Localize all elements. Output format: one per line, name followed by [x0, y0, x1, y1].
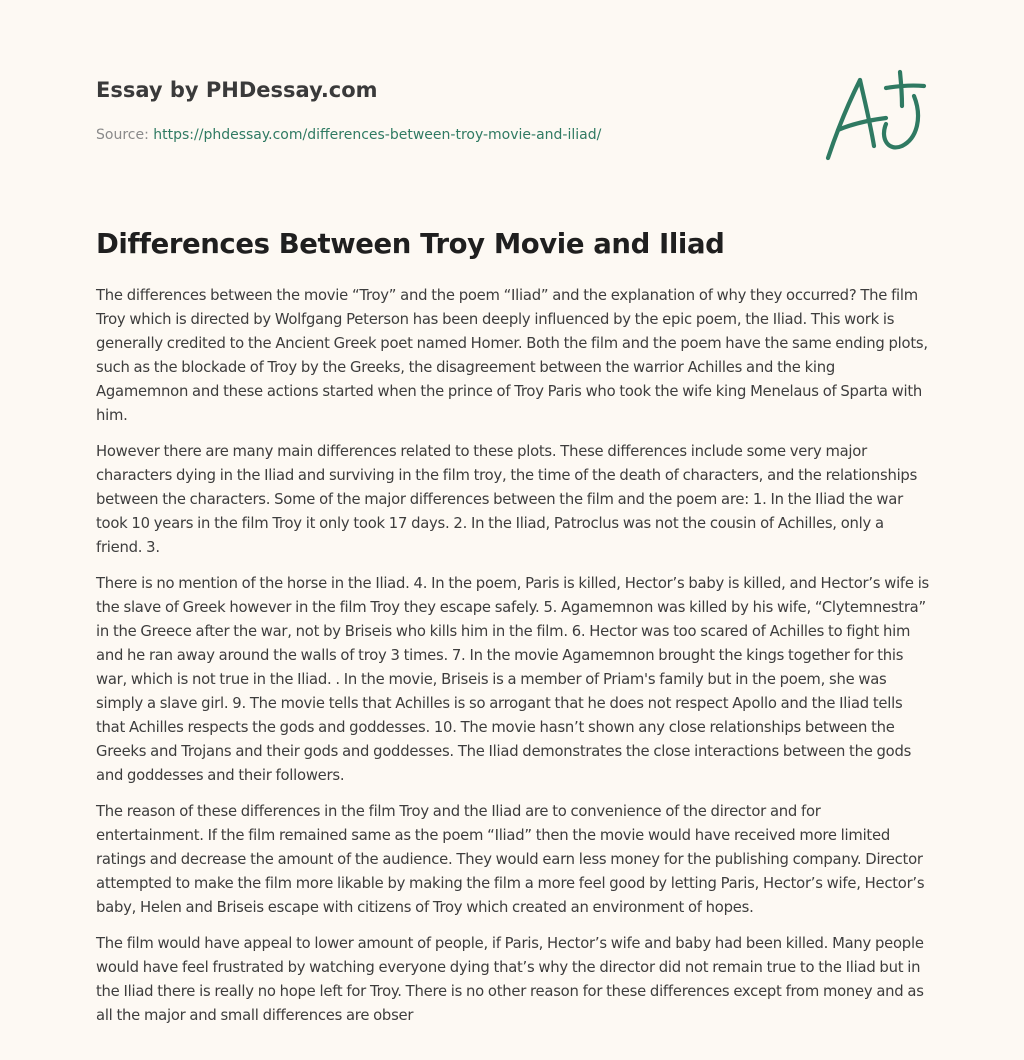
essay-paragraph: There is no mention of the horse in the Iliad. 4. In the poem, Paris is killed, Hector’s baby is killed, and Hector’s wife is the slave of Greek however in the film Troy they escape safely. 5. Agamemnon was killed by his wife, “Clytemnestra” in the Greece after the war, not by Briseis who kills him in the film. 6. Hector was too scared of Achilles to fight him and he ran away around the walls of troy 3 times. 7. In the movie Agamemnon brought the kings together for this war, which is not true in the Iliad. . In the movie, Briseis is a member of Priam's family but in the poem, she was simply a slave girl. 9. The movie tells that Achilles is so arrogant that he does not respect Apollo and the Iliad tells that Achilles respects the gods and goddesses. 10. The movie hasn’t shown any close relationships between the Greeks and Trojans and their gods and goddesses. The Iliad demonstrates the close interactions between the gods and goddesses and their followers. [96, 575, 930, 784]
essay-content [96, 224, 930, 1040]
source-line [96, 125, 796, 145]
essay-paragraph: The reason of these differences in the film Troy and the Iliad are to convenience of the director and for entertainment. If the film remained same as the poem “Iliad” then the movie would have received more limited ratings and decrease the amount of the audience. They would earn less money for the publishing company. Director attempted to make the film more likable by making the film a more feel good by letting Paris, Hector’s wife, Hector’s baby, Helen and Briseis escape with citizens of Troy which created an environment of hopes. [96, 803, 925, 916]
a-plus-logo-icon [822, 66, 930, 166]
essay-paragraph: The film would have appeal to lower amount of people, if Paris, Hector’s wife and baby had been killed. Many people would have feel frustrated by watching everyone dying that’s why the director did not remain true to the Iliad but in the Iliad there is really no hope left for Troy. There is no other reason for these differences except from money and as all the major and small differences are obser [96, 935, 924, 1024]
essay-paragraph: However there are many main differences related to these plots. These differences include some very major characters dying in the Iliad and surviving in the film troy, the time of the death of characters, and the relationships between the characters. Some of the major differences between the film and the poem are: 1. In the Iliad the war took 10 years in the film Troy it only took 17 days. 2. In the Iliad, Patroclus was not the cousin of Achilles, only a friend. 3. [96, 443, 918, 556]
site-title: Essay by PHDessay.com [96, 78, 378, 102]
page-header [96, 76, 796, 145]
source-link[interactable]: https://phdessay.com/differences-between-troy-movie-and-iliad/ [153, 127, 602, 143]
essay-title: Differences Between Troy Movie and Iliad [96, 228, 725, 260]
source-label: Source: [96, 127, 154, 143]
essay-paragraph: The differences between the movie “Troy” and the poem “Iliad” and the explanation of why they occurred? The film Troy which is directed by Wolfgang Peterson has been deeply influenced by the epic poem, the Iliad. This work is generally credited to the Ancient Greek poet named Homer. Both the film and the poem have the same ending plots, such as the blockade of Troy by the Greeks, the disagreement between the warrior Achilles and the king Agamemnon and these actions started when the prince of Troy Paris who took the wife king Menelaus of Sparta with him. [96, 287, 928, 424]
essay-body [96, 284, 930, 1028]
